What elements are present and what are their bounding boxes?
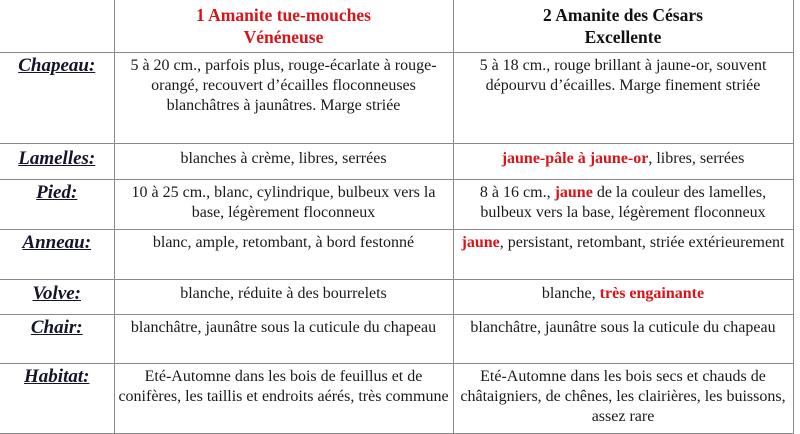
cell-habitat-col1: Eté-Automne dans les bois de feuillus et de conifères, les taillis et endroits aérés, très commune [114, 364, 453, 434]
table-row-chair [0, 315, 793, 364]
header-amanite-tue-mouches [114, 0, 453, 53]
cell-lamelles-col2 [453, 144, 793, 180]
cell-text: 8 à 16 cm., [479, 184, 555, 201]
cell-lamelles-col1: blanches à crème, libres, serrées [114, 144, 453, 180]
header-col2-title: 2 Amanite des Césars [543, 5, 703, 25]
highlight-text: jaune [461, 234, 500, 251]
header-row [0, 0, 793, 53]
highlight-text: jaune-pâle à jaune-or [501, 150, 649, 167]
cell-pied-col2 [453, 180, 793, 230]
cell-anneau-col2 [453, 230, 793, 280]
cell-habitat-col2: Eté-Automne dans les bois secs et chauds de châtaigniers, de chênes, les clairières, les buissons, assez rare [453, 364, 793, 434]
cell-chair-col2: blanchâtre, jaunâtre sous la cuticule du chapeau [453, 315, 793, 364]
cell-text: , libres, serrées [648, 150, 745, 167]
table-row-habitat [0, 364, 793, 434]
row-label-pied: Pied: [0, 180, 114, 230]
header-amanite-des-cesars [453, 0, 793, 53]
cell-chair-col1: blanchâtre, jaunâtre sous la cuticule du chapeau [114, 315, 453, 364]
row-label-habitat: Habitat: [0, 364, 114, 434]
header-col2-status: Excellente [584, 27, 662, 47]
cell-text: de la couleur des lamelles, bulbeux vers la base, légèrement floconneux [480, 184, 767, 221]
row-label-volve: Volve: [0, 280, 114, 315]
row-label-chapeau: Chapeau: [0, 53, 114, 144]
cell-text: blanche, [541, 285, 600, 302]
table-row-chapeau [0, 53, 793, 144]
header-col1-status: Vénéneuse [243, 27, 324, 47]
cell-anneau-col1: blanc, ample, retombant, à bord festonné [114, 230, 453, 280]
header-col1-title: 1 Amanite tue-mouches [196, 5, 371, 25]
table-row-volve [0, 280, 793, 315]
table-row-anneau [0, 230, 793, 280]
cell-volve-col2 [453, 280, 793, 315]
header-blank-cell [0, 0, 114, 53]
row-label-lamelles: Lamelles: [0, 144, 114, 180]
row-label-chair: Chair: [0, 315, 114, 364]
cell-chapeau-col1: 5 à 20 cm., parfois plus, rouge-écarlate à rouge-orangé, recouvert d’écailles floconneuses blanchâtres à jaunâtres. Marge striée [114, 53, 453, 144]
cell-pied-col1: 10 à 25 cm., blanc, cylindrique, bulbeux vers la base, légèrement floconneux [114, 180, 453, 230]
cell-chapeau-col2: 5 à 18 cm., rouge brillant à jaune-or, souvent dépourvu d’écailles. Marge finement striée [453, 53, 793, 144]
cell-text: , persistant, retombant, striée extérieurement [499, 234, 785, 251]
row-label-anneau: Anneau: [0, 230, 114, 280]
table-row-lamelles [0, 144, 793, 180]
highlight-text: jaune [554, 184, 593, 201]
highlight-text: très engainante [599, 285, 705, 302]
table-row-pied [0, 180, 793, 230]
cell-volve-col1: blanche, réduite à des bourrelets [114, 280, 453, 315]
